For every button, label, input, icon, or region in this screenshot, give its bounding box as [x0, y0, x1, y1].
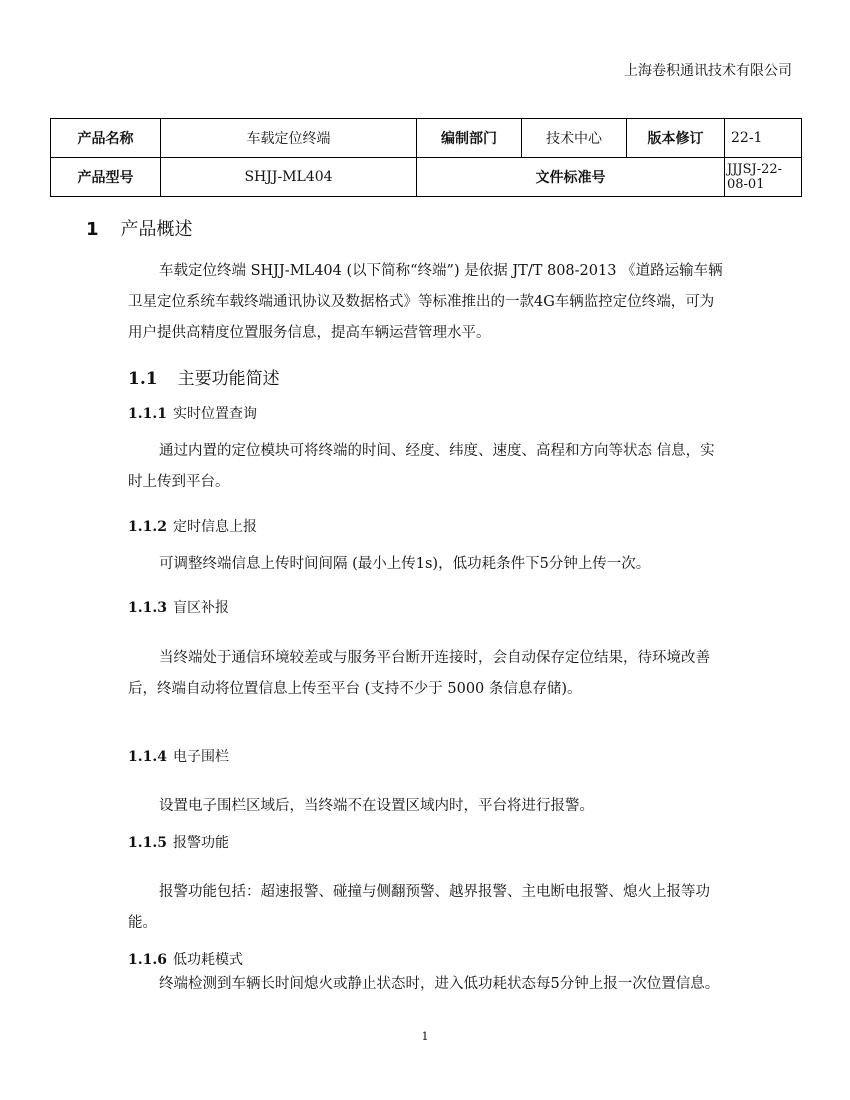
product-name-value: 车载定位终端: [161, 119, 417, 158]
item-heading: [128, 516, 257, 536]
item-heading: [128, 403, 257, 423]
item-heading: [128, 597, 229, 617]
item-heading: [128, 949, 243, 969]
dept-value: 技术中心: [522, 119, 627, 158]
item-title: 低功耗模式: [172, 952, 243, 968]
item-text: 终端检测到车辆长时间熄火或静止状态时，进入低功耗状态每5分钟上报一次位置信息。: [159, 976, 720, 992]
item-title: 实时位置查询: [172, 406, 257, 422]
item-paragraph: [128, 791, 728, 822]
item-text: 当终端处于通信环境较差或与服务平台断开连接时，会自动保存定位结果，待环境改善后，终端自动将位置信息上传至平台 (支持不少于 5000 条信息存储)。: [128, 650, 710, 697]
revision-label: 版本修订: [627, 119, 725, 158]
subsection-heading: [128, 364, 280, 389]
item-heading: [128, 832, 229, 852]
subsection-title: 主要功能简述: [177, 369, 280, 389]
item-heading: [128, 746, 229, 766]
doc-no-value: JJJSJ-22-08-01: [725, 158, 802, 197]
item-paragraph: [128, 969, 728, 1000]
item-text: 可调整终端信息上传时间间隔 (最小上传1s)，低功耗条件下5分钟上传一次。: [159, 556, 651, 572]
item-paragraph: [128, 877, 728, 939]
item-number: 1.1.2: [128, 519, 167, 535]
item-number: 1.1.4: [128, 749, 167, 765]
model-label: 产品型号: [51, 158, 161, 197]
item-title: 盲区补报: [172, 600, 229, 616]
company-name: 上海卷积通讯技术有限公司: [624, 63, 792, 79]
model-value: SHJJ-ML404: [161, 158, 417, 197]
item-paragraph: [128, 643, 728, 705]
item-paragraph: [128, 549, 728, 580]
product-info-table: [50, 118, 802, 197]
section-title: 产品概述: [120, 219, 193, 240]
item-title: 定时信息上报: [172, 519, 257, 535]
dept-label: 编制部门: [417, 119, 522, 158]
item-number: 1.1.5: [128, 835, 167, 851]
item-number: 1.1.3: [128, 600, 167, 616]
intro-paragraph: [128, 256, 728, 349]
item-title: 电子围栏: [172, 749, 229, 765]
item-title: 报警功能: [172, 835, 229, 851]
section-number: 1: [86, 219, 99, 240]
doc-no-label: 文件标准号: [417, 158, 725, 197]
intro-text: 车载定位终端 SHJJ-ML404 (以下简称“终端”) 是依据 JT/T 808-2013 《道路运输车辆卫星定位系统车载终端通讯协议及数据格式》等标准推出的一款4G车辆监控定位终端，可为用户提供高精度位置服务信息，提高车辆运营管理水平。: [128, 263, 723, 341]
item-number: 1.1.6: [128, 952, 167, 968]
item-text: 报警功能包括：超速报警、碰撞与侧翻预警、越界报警、主电断电报警、熄火上报等功能。: [128, 884, 710, 931]
item-paragraph: [128, 436, 728, 498]
page-number: 1: [421, 1030, 429, 1043]
item-text: 设置电子围栏区域后，当终端不在设置区域内时，平台将进行报警。: [159, 798, 594, 814]
product-name-label: 产品名称: [51, 119, 161, 158]
table-row: [51, 119, 802, 158]
subsection-number: 1.1: [128, 369, 158, 389]
item-number: 1.1.1: [128, 406, 167, 422]
table-row: [51, 158, 802, 197]
revision-value: 22-1: [725, 119, 802, 158]
section-heading: [86, 215, 193, 241]
item-text: 通过内置的定位模块可将终端的时间、经度、纬度、速度、高程和方向等状态 信息，实时上传到平台。: [128, 443, 715, 490]
